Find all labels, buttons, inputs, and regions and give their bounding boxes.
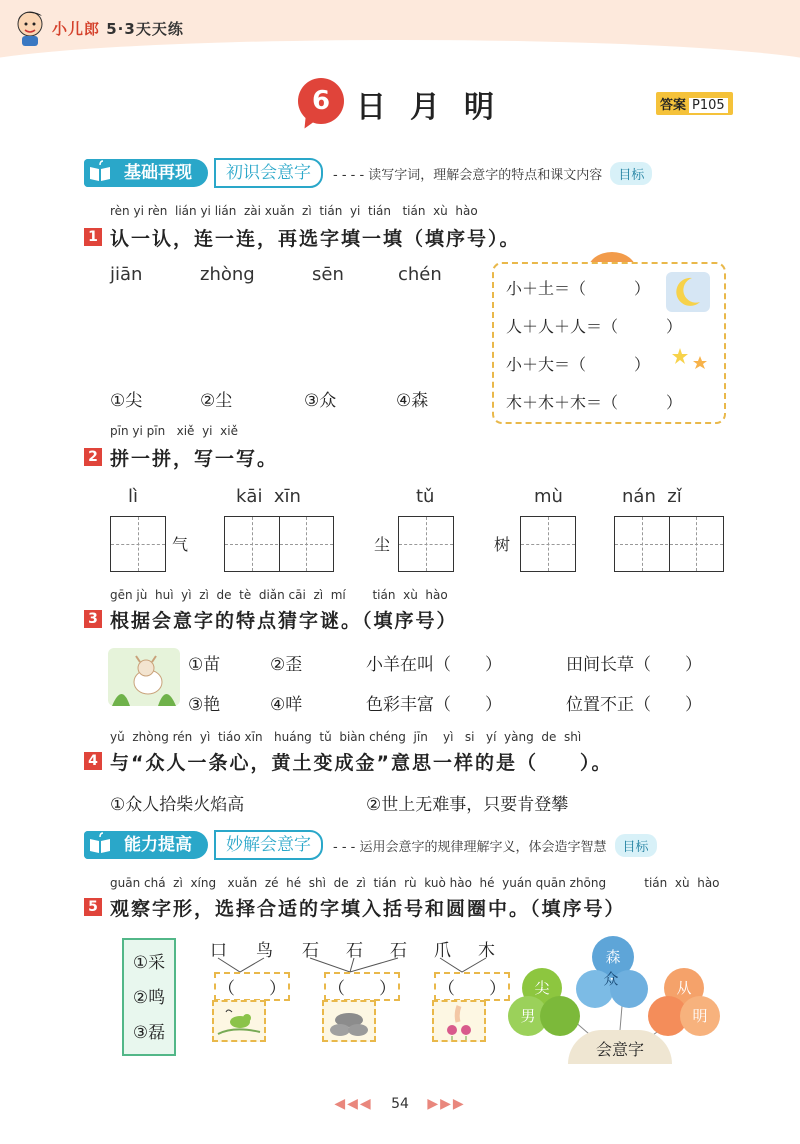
q1-option-3[interactable]: ③众 bbox=[304, 391, 337, 411]
q1-pinyin: rèn yi rèn lián yi lián zài xuǎn zì tián yi tián tián xù hào bbox=[110, 204, 478, 218]
q2-word3-pinyin: tǔ bbox=[416, 486, 435, 507]
q1-pinyin-4: chén bbox=[398, 264, 442, 285]
q5-number: 5 bbox=[84, 898, 102, 916]
q4-text: 与“众人一条心，黄土变成金”意思一样的是（ ）。 bbox=[110, 752, 613, 774]
q5-blank-2[interactable]: （ ） bbox=[324, 972, 400, 1001]
q5-part-7: 木 bbox=[478, 941, 495, 961]
q2-grid-5[interactable] bbox=[614, 516, 724, 572]
q1-option-1[interactable]: ①尖 bbox=[110, 391, 143, 411]
section-subtitle: 妙解会意字 bbox=[214, 830, 323, 860]
prev-arrows-icon: ◀◀◀ bbox=[334, 1096, 373, 1112]
circle-blank-green[interactable] bbox=[540, 996, 580, 1036]
q5-part-5: 石 bbox=[390, 941, 407, 961]
q5-part-4: 石 bbox=[346, 941, 363, 961]
section-description: - - - 运用会意字的规律理解字义，体会造字智慧 bbox=[333, 839, 607, 855]
q3-riddle-3[interactable]: 色彩丰富（ ） bbox=[366, 695, 502, 715]
q5-part-2: 鸟 bbox=[256, 941, 273, 961]
circle-sen[interactable]: 森 bbox=[592, 936, 634, 978]
q1-number: 1 bbox=[84, 228, 102, 246]
card-line-2[interactable]: 人＋人＋人＝（ ） bbox=[506, 317, 683, 336]
section-header-basic bbox=[84, 158, 652, 188]
circle-ming[interactable]: 明 bbox=[680, 996, 720, 1036]
q3-riddle-1[interactable]: 小羊在叫（ ） bbox=[366, 655, 502, 675]
q2-word5-pinyin: nán zǐ bbox=[622, 486, 682, 507]
q2-grid-2[interactable] bbox=[224, 516, 334, 572]
q3-option-1[interactable]: ①苗 bbox=[188, 655, 221, 675]
q2-number: 2 bbox=[84, 448, 102, 466]
picking-flower-icon bbox=[432, 1000, 486, 1042]
q3-option-4[interactable]: ④咩 bbox=[270, 695, 303, 715]
lesson-title: 日月明 bbox=[356, 90, 518, 125]
circle-jian[interactable]: 尖 bbox=[522, 968, 562, 1008]
circle-zhong[interactable]: 众 bbox=[603, 970, 619, 988]
q4-pinyin: yǔ zhòng rén yì tiáo xīn huáng tǔ biàn chéng jīn yì si yí yàng de shì bbox=[110, 730, 582, 744]
q2-pinyin: pīn yi pīn xiě yi xiě bbox=[110, 424, 238, 438]
q2-char-4: 树 bbox=[494, 535, 511, 554]
q5-text: 观察字形，选择合适的字填入括号和圆圈中。（填序号） bbox=[110, 898, 626, 920]
goal-tag: 目标 bbox=[615, 834, 657, 857]
q2-grid-4[interactable] bbox=[520, 516, 576, 572]
q3-text: 根据会意字的特点猜字谜。（填序号） bbox=[110, 610, 458, 632]
circle-cong[interactable]: 从 bbox=[664, 968, 704, 1008]
moon-icon bbox=[666, 272, 710, 312]
q2-word4-pinyin: mù bbox=[534, 486, 563, 507]
book-icon bbox=[84, 159, 116, 187]
q1-pinyin-1: jiān bbox=[110, 264, 143, 285]
lesson-number-badge: 6 bbox=[298, 78, 344, 124]
q2-grid-1[interactable] bbox=[110, 516, 166, 572]
section-description: - - - - 读写字词，理解会意字的特点和课文内容 bbox=[333, 167, 603, 183]
q5-part-1: 口 bbox=[210, 941, 227, 961]
q1-word-card bbox=[492, 262, 726, 424]
q5-choice-box bbox=[122, 938, 176, 1056]
q2-text: 拼一拼，写一写。 bbox=[110, 448, 279, 470]
q5-part-3: 石 bbox=[302, 941, 319, 961]
goal-tag: 目标 bbox=[610, 162, 652, 185]
circle-nan[interactable]: 男 bbox=[508, 996, 548, 1036]
q3-riddle-2[interactable]: 田间长草（ ） bbox=[566, 655, 702, 675]
q4-option-1[interactable]: ①众人拾柴火焰高 bbox=[110, 795, 245, 815]
q2-char-3: 尘 bbox=[374, 535, 391, 554]
book-icon bbox=[84, 831, 116, 859]
card-line-4[interactable]: 木＋木＋木＝（ ） bbox=[506, 393, 683, 412]
q5-blank-3[interactable]: （ ） bbox=[434, 972, 510, 1001]
section-header-advanced bbox=[84, 830, 657, 860]
q1-option-4[interactable]: ④森 bbox=[396, 391, 429, 411]
q5-choice-3[interactable]: ③磊 bbox=[132, 1023, 166, 1043]
next-arrows-icon: ▶▶▶ bbox=[427, 1096, 466, 1112]
q5-circle-diagram bbox=[506, 934, 734, 1064]
stars-icon bbox=[670, 344, 712, 376]
q3-option-2[interactable]: ②歪 bbox=[270, 655, 303, 675]
card-line-1[interactable]: 小＋土＝（ ） bbox=[506, 279, 651, 298]
section-subtitle: 初识会意字 bbox=[214, 158, 323, 188]
q3-pinyin: gēn jù huì yì zì de tè diǎn cāi zì mí tián xù hào bbox=[110, 588, 448, 602]
q4-option-2[interactable]: ②世上无难事，只要肯登攀 bbox=[366, 795, 569, 815]
q2-word2-pinyin: kāi xīn bbox=[236, 486, 301, 507]
page-footer bbox=[0, 1096, 800, 1112]
brand-title: 小儿郎 5·3天天练 bbox=[52, 20, 184, 38]
kid-mascot-icon bbox=[12, 8, 48, 48]
q1-option-2[interactable]: ②尘 bbox=[200, 391, 233, 411]
bird-picture-icon bbox=[212, 1000, 266, 1042]
q5-part-6: 爪 bbox=[434, 941, 451, 961]
card-line-3[interactable]: 小＋大＝（ ） bbox=[506, 355, 651, 374]
q2-word1-pinyin: lì bbox=[128, 486, 139, 507]
q5-choice-2[interactable]: ②鸣 bbox=[132, 988, 166, 1008]
section-name: 能力提高 bbox=[116, 831, 208, 859]
base-hieroglyph-label: 会意字 bbox=[568, 1030, 672, 1064]
q5-choice-1[interactable]: ①采 bbox=[132, 953, 166, 973]
q3-number: 3 bbox=[84, 610, 102, 628]
q4-number: 4 bbox=[84, 752, 102, 770]
q1-pinyin-3: sēn bbox=[312, 264, 344, 285]
q1-text: 认一认，连一连，再选字填一填（填序号）。 bbox=[110, 228, 521, 250]
q1-pinyin-2: zhòng bbox=[200, 264, 255, 285]
answer-reference[interactable]: 答案 P105 bbox=[656, 92, 733, 115]
q3-riddle-4[interactable]: 位置不正（ ） bbox=[566, 695, 702, 715]
q3-option-3[interactable]: ③艳 bbox=[188, 695, 221, 715]
page-number: 54 bbox=[391, 1096, 409, 1112]
lamb-icon bbox=[108, 648, 180, 706]
q2-char-1: 气 bbox=[172, 535, 189, 554]
q2-grid-3[interactable] bbox=[398, 516, 454, 572]
q5-blank-1[interactable]: （ ） bbox=[214, 972, 290, 1001]
stones-picture-icon bbox=[322, 1000, 376, 1042]
section-name: 基础再现 bbox=[116, 159, 208, 187]
q5-pinyin: guān chá zì xíng xuǎn zé hé shì de zì tián rù kuò hào hé yuán quān zhōng tián xù hào bbox=[110, 876, 720, 890]
